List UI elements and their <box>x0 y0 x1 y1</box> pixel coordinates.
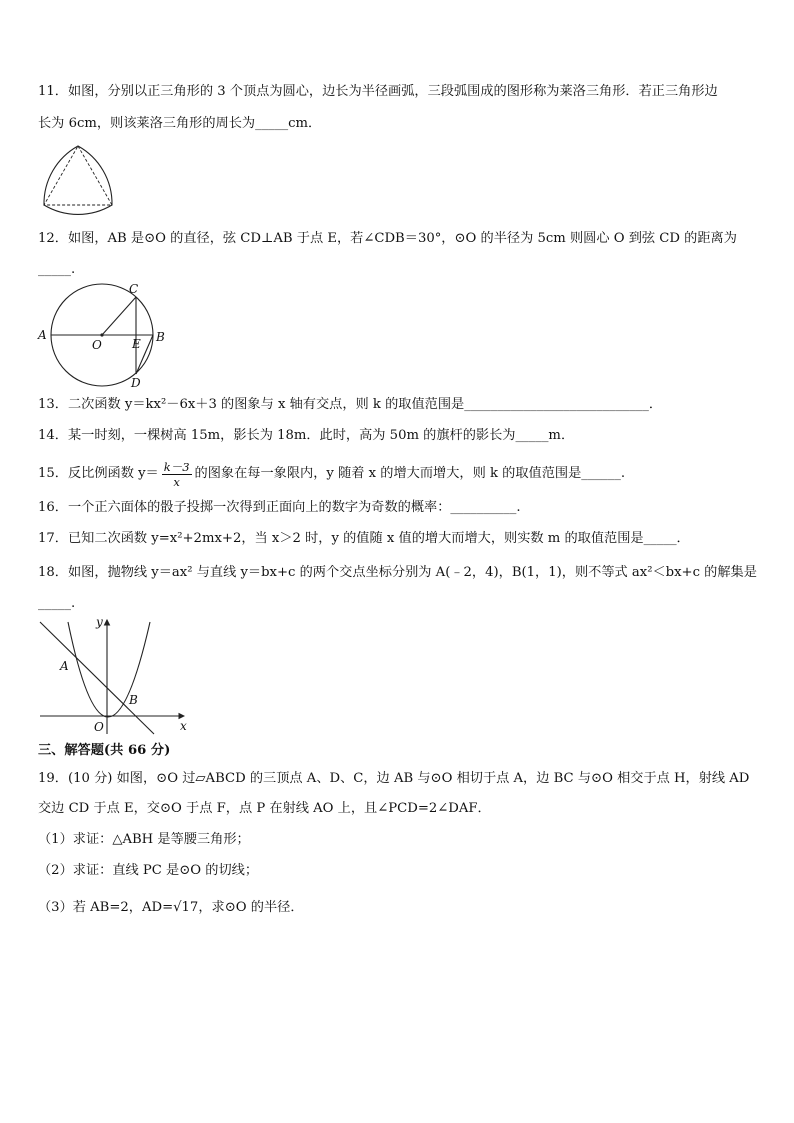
label-B: B <box>156 330 165 344</box>
label-A: A <box>38 328 47 342</box>
q16-text: 16．一个正六面体的骰子投掷一次得到正面向上的数字为奇数的概率：__________. <box>38 500 521 515</box>
q19-part1: （1）求证：△ABH 是等腰三角形； <box>38 832 250 847</box>
q15-before: 15．反比例函数 y＝ <box>38 466 159 481</box>
label-C: C <box>129 282 139 296</box>
q15-after: 的图象在每一象限内，y 随着 x 的增大而增大，则 k 的取值范围是______. <box>194 466 626 481</box>
q19-part3-after: ，求⊙O 的半径． <box>198 900 304 915</box>
q18-line1: 18．如图，抛物线 y＝ax² 与直线 y＝bx+c 的两个交点坐标分别为 A(﹣2，4)，B(1，1)，则不等式 ax²＜bx+c 的解集是 <box>38 565 757 580</box>
q19-line1: 19．(10 分) 如图，⊙O 过▱ABCD 的三顶点 A、D、C，边 AB 与⊙O 相切于点 A，边 BC 与⊙O 相交于点 H，射线 AD <box>38 771 750 786</box>
q19-part2: （2）求证：直线 PC 是⊙O 的切线； <box>38 863 259 878</box>
q19-part3 <box>38 898 764 918</box>
q17-text: 17．已知二次函数 y=x²+2mx+2，当 x＞2 时，y 的值随 x 值的增大而增大，则实数 m 的取值范围是_____． <box>38 531 690 546</box>
section-title: 三、解答题(共 66 分) <box>38 743 171 758</box>
q11-line2: 长为 6cm，则该莱洛三角形的周长为_____cm． <box>38 116 322 131</box>
label-O: O <box>92 338 102 352</box>
q12-line2: _____. <box>38 262 76 277</box>
point-A-label: A <box>60 659 69 673</box>
q15-line <box>38 456 764 492</box>
label-D: D <box>131 376 141 390</box>
q15-denominator: x <box>173 474 180 489</box>
q19-line2: 交边 CD 于点 E，交⊙O 于点 F，点 P 在射线 AO 上，且∠PCD=2∠DAF． <box>38 801 491 816</box>
origin-label: O <box>94 720 104 734</box>
label-E: E <box>132 337 141 351</box>
parabola-line-figure <box>36 612 191 738</box>
q14-text: 14．某一时刻，一棵树高 15m，影长为 18m．此时，高为 50m 的旗杆的影长为_____m． <box>38 428 575 443</box>
q11-line1: 11．如图，分别以正三角形的 3 个顶点为圆心，边长为半径画弧，三段弧围成的图形称为莱洛三角形．若正三角形边 <box>38 84 718 99</box>
q19-part3-radical: √17 <box>173 900 199 915</box>
q18-line2: _____. <box>38 596 76 611</box>
q15-numerator: k－3 <box>163 459 190 474</box>
q15-fraction <box>162 460 192 489</box>
q12-line1: 12．如图，AB 是⊙O 的直径，弦 CD⊥AB 于点 E，若∠CDB＝30°，⊙O 的半径为 5cm 则圆心 O 到弦 CD 的距离为 <box>38 231 737 246</box>
point-B-label: B <box>129 693 138 707</box>
axis-x-label: x <box>180 719 187 733</box>
q19-part3-before: （3）若 AB=2，AD= <box>38 900 174 915</box>
reuleaux-triangle-figure <box>40 143 118 215</box>
circle-chord-figure <box>34 282 169 390</box>
q13-text: 13．二次函数 y＝kx²－6x＋3 的图象与 x 轴有交点，则 k 的取值范围是____________________________． <box>38 397 663 412</box>
axis-y-label: y <box>96 615 103 629</box>
